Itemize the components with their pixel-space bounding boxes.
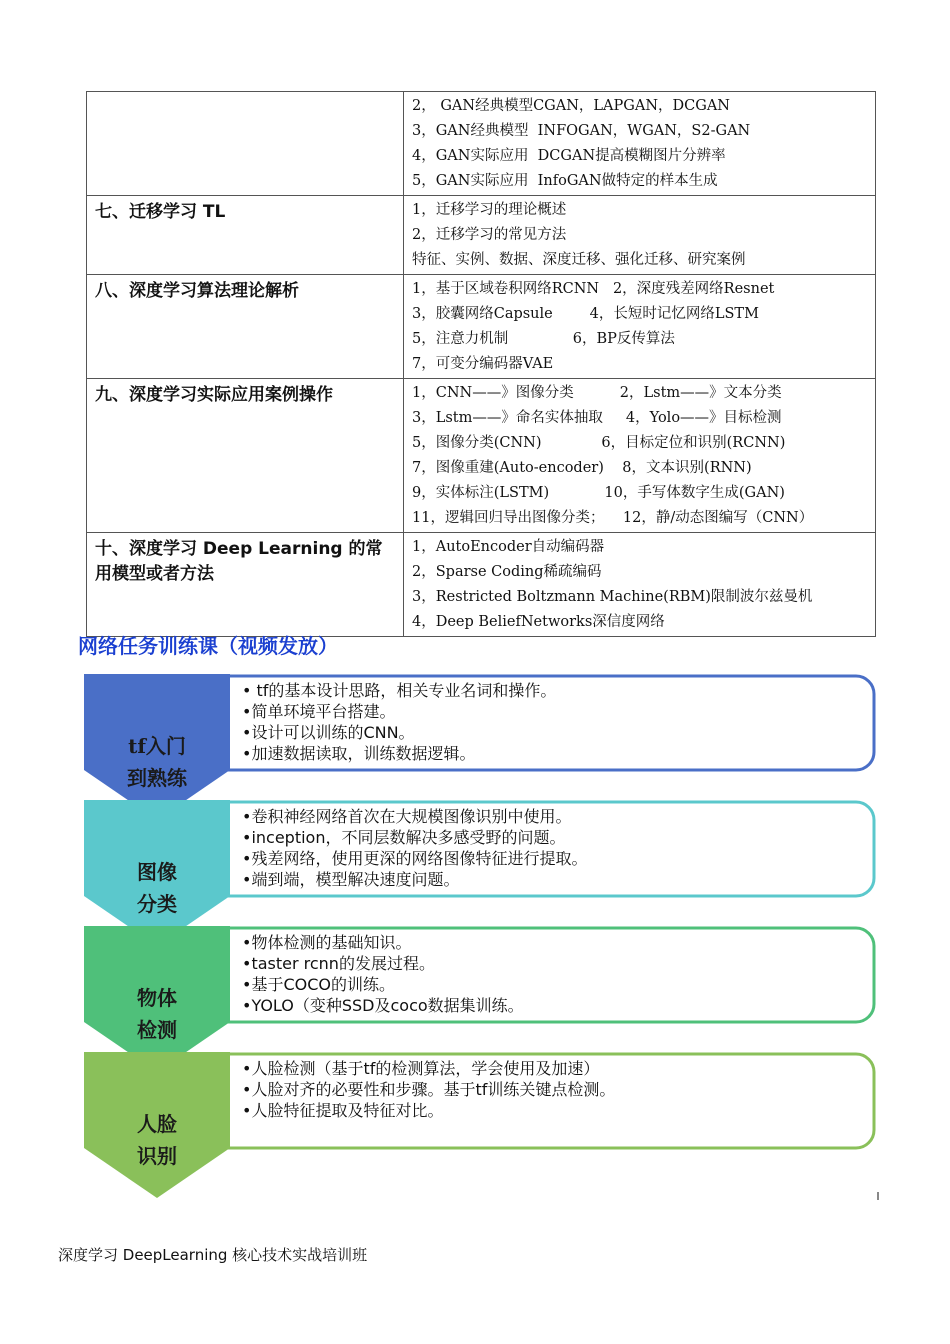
content-line: 7，图像重建(Auto-encoder) 8，文本识别(RNN) bbox=[412, 460, 752, 476]
stage-items bbox=[242, 1058, 872, 1121]
stage-item: •端到端，模型解决速度问题。 bbox=[242, 870, 460, 889]
stage-label-line: 人脸 bbox=[137, 1112, 177, 1136]
module-content bbox=[404, 275, 876, 379]
stage-label-line: 物体 bbox=[137, 986, 177, 1010]
stage-label bbox=[84, 982, 230, 1046]
stage-items bbox=[242, 932, 872, 1016]
page-footer: 深度学习 DeepLearning 核心技术实战培训班 bbox=[58, 1246, 368, 1264]
stage-item: •设计可以训练的CNN。 bbox=[242, 723, 415, 742]
stage-label bbox=[84, 856, 230, 920]
module-title bbox=[87, 92, 404, 196]
flow-stage bbox=[84, 1052, 876, 1202]
stage-label bbox=[84, 1108, 230, 1172]
stage-label-line: 识别 bbox=[137, 1144, 177, 1168]
stage-item: •inception，不同层数解决多感受野的问题。 bbox=[242, 828, 566, 847]
stage-items bbox=[242, 680, 872, 764]
content-line: 2，Sparse Coding稀疏编码 bbox=[412, 564, 602, 580]
stage-label-line: 检测 bbox=[137, 1018, 177, 1042]
content-line: 5，图像分类(CNN) 6，目标定位和识别(RCNN) bbox=[412, 435, 786, 451]
stage-item: •YOLO（变种SSD及coco数据集训练。 bbox=[242, 996, 524, 1015]
stage-label-line: tf入门 bbox=[128, 734, 186, 758]
content-line: 5，GAN实际应用 InfoGAN做特定的样本生成 bbox=[412, 173, 718, 189]
content-line: 1，CNN——》图像分类 2，Lstm——》文本分类 bbox=[412, 385, 782, 401]
table-row bbox=[87, 533, 876, 637]
content-line: 2，迁移学习的常见方法 bbox=[412, 227, 567, 243]
content-line: 5，注意力机制 6，BP反传算法 bbox=[412, 331, 675, 347]
content-line: 7，可变分编码器VAE bbox=[412, 356, 554, 372]
content-line: 3，Restricted Boltzmann Machine(RBM)限制波尔兹曼机 bbox=[412, 589, 813, 605]
table-row bbox=[87, 92, 876, 196]
content-line: 4，Deep BeliefNetworks深信度网络 bbox=[412, 614, 665, 630]
content-line: 3，Lstm——》命名实体抽取 4，Yolo——》目标检测 bbox=[412, 410, 782, 426]
content-line: 2， GAN经典模型CGAN，LAPGAN，DCGAN bbox=[412, 98, 730, 114]
stage-item: •加速数据读取，训练数据逻辑。 bbox=[242, 744, 476, 763]
content-line: 1，迁移学习的理论概述 bbox=[412, 202, 567, 218]
module-title: 九、深度学习实际应用案例操作 bbox=[87, 379, 404, 533]
stage-label-line: 分类 bbox=[137, 892, 177, 916]
module-content bbox=[404, 196, 876, 275]
content-line: 9，实体标注(LSTM) 10，手写体数字生成(GAN) bbox=[412, 485, 785, 501]
stage-item: •卷积神经网络首次在大规模图像识别中使用。 bbox=[242, 807, 572, 826]
content-line: 特征、实例、数据、深度迁移、强化迁移、研究案例 bbox=[412, 252, 746, 268]
page-mark bbox=[877, 1192, 879, 1200]
stage-item: •物体检测的基础知识。 bbox=[242, 933, 412, 952]
stage-label bbox=[84, 730, 230, 794]
stage-item: •基于COCO的训练。 bbox=[242, 975, 395, 994]
module-content bbox=[404, 92, 876, 196]
stage-item: •残差网络，使用更深的网络图像特征进行提取。 bbox=[242, 849, 588, 868]
module-content bbox=[404, 533, 876, 637]
table-row bbox=[87, 196, 876, 275]
content-line: 3，GAN经典模型 INFOGAN，WGAN，S2-GAN bbox=[412, 123, 751, 139]
module-content bbox=[404, 379, 876, 533]
stage-label-line: 图像 bbox=[137, 860, 177, 884]
stage-item: •人脸特征提取及特征对比。 bbox=[242, 1101, 444, 1120]
content-line: 1，基于区域卷积网络RCNN 2，深度残差网络Resnet bbox=[412, 281, 775, 297]
module-title: 八、深度学习算法理论解析 bbox=[87, 275, 404, 379]
content-line: 11，逻辑回归导出图像分类； 12，静/动态图编写（CNN） bbox=[412, 510, 814, 526]
stage-item: •人脸检测（基于tf的检测算法，学会使用及加速） bbox=[242, 1059, 600, 1078]
content-line: 4，GAN实际应用 DCGAN提高模糊图片分辨率 bbox=[412, 148, 726, 164]
section-title: 网络任务训练课（视频发放） bbox=[78, 634, 338, 658]
content-line: 3，胶囊网络Capsule 4，长短时记忆网络LSTM bbox=[412, 306, 759, 322]
module-title: 七、迁移学习 TL bbox=[87, 196, 404, 275]
table-row bbox=[87, 379, 876, 533]
content-line: 1，AutoEncoder自动编码器 bbox=[412, 539, 605, 555]
stage-item: •简单环境平台搭建。 bbox=[242, 702, 396, 721]
curriculum-table bbox=[86, 91, 876, 637]
stage-item: • tf的基本设计思路，相关专业名词和操作。 bbox=[242, 681, 557, 700]
table-row bbox=[87, 275, 876, 379]
stage-label-line: 到熟练 bbox=[127, 766, 187, 790]
stage-item: •taster rcnn的发展过程。 bbox=[242, 954, 435, 973]
module-title: 十、深度学习 Deep Learning 的常用模型或者方法 bbox=[87, 533, 404, 637]
stage-item: •人脸对齐的必要性和步骤。基于tf训练关键点检测。 bbox=[242, 1080, 616, 1099]
stage-items bbox=[242, 806, 872, 890]
